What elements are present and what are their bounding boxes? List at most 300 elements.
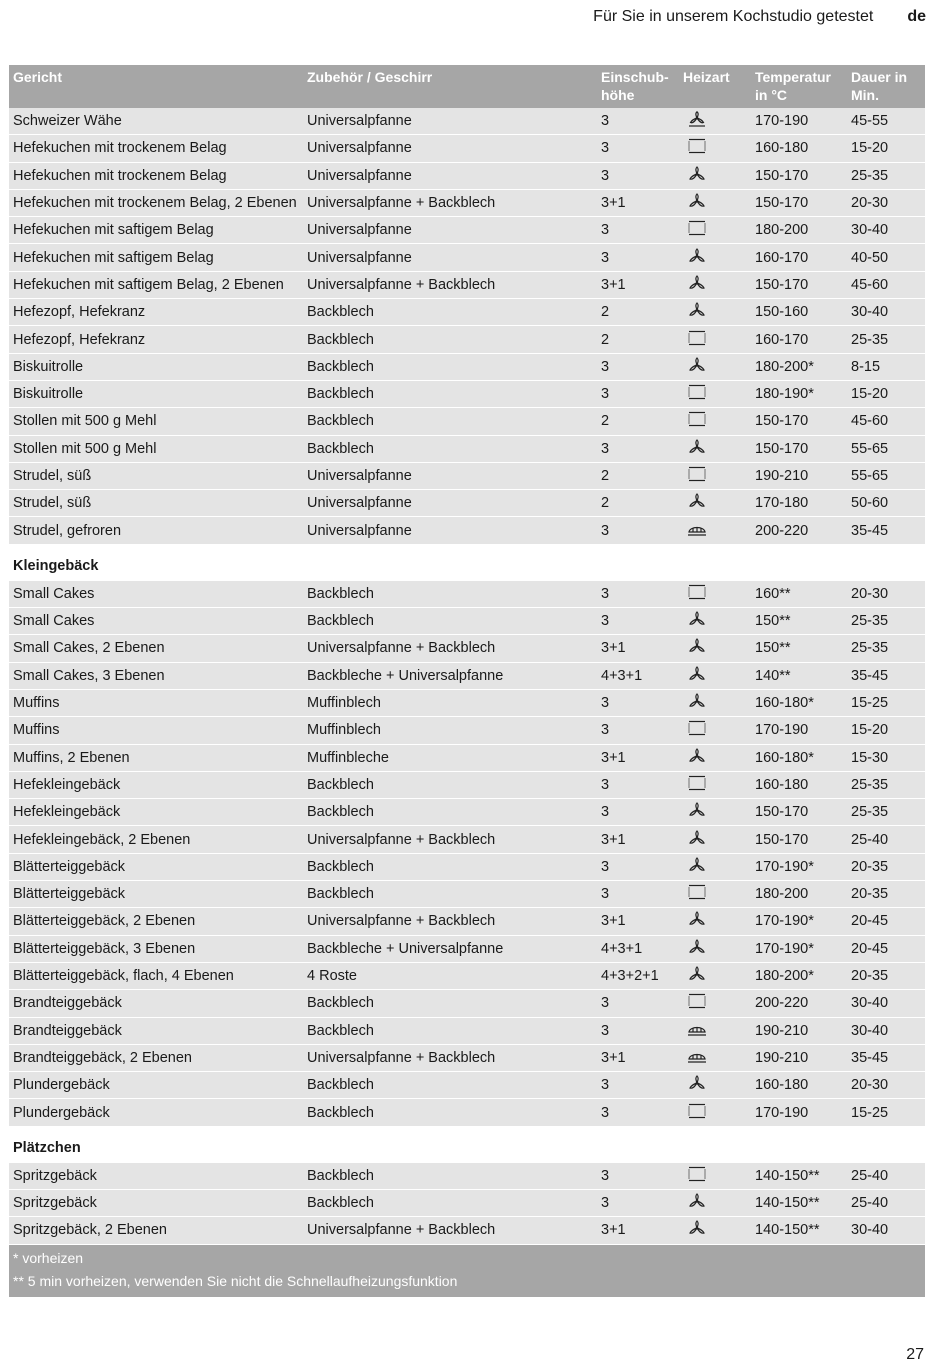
cell-duration: 30-40	[851, 1022, 889, 1039]
fan-icon	[687, 611, 707, 627]
cell-duration: 30-40	[851, 995, 889, 1012]
footnote-preheat: * vorheizen	[13, 1249, 84, 1266]
cell-duration: 45-60	[851, 276, 889, 293]
cell-temperature: 150-170	[755, 276, 809, 293]
cell-accessory: Backblech	[307, 858, 374, 875]
top-bottom-heat-icon	[687, 775, 707, 791]
table-row	[9, 1217, 925, 1244]
cell-temperature: 150-170	[755, 440, 809, 457]
table-row	[9, 1099, 925, 1126]
cell-dish: Hefekuchen mit saftigem Belag, 2 Ebenen	[13, 276, 284, 293]
cell-heating	[679, 638, 751, 658]
cell-level: 3	[601, 113, 610, 130]
cell-duration: 15-30	[851, 749, 889, 766]
cell-accessory: Backbleche + Universalpfanne	[307, 667, 504, 684]
cell-level: 3	[601, 695, 610, 712]
cell-temperature: 140-150**	[755, 1167, 820, 1184]
cell-level: 3	[601, 440, 610, 457]
cell-accessory: Universalpfanne + Backblech	[307, 1222, 496, 1239]
cell-temperature: 170-180	[755, 495, 809, 512]
fan-icon	[687, 638, 707, 654]
table-row	[9, 936, 925, 963]
cell-level: 3	[601, 249, 610, 266]
cell-level: 3	[601, 613, 610, 630]
cell-dish: Blätterteiggebäck, 3 Ebenen	[13, 940, 196, 957]
cell-dish: Blätterteiggebäck, flach, 4 Ebenen	[13, 968, 234, 985]
cell-dish: Hefekleingebäck, 2 Ebenen	[13, 831, 191, 848]
cell-accessory: Backblech	[307, 995, 374, 1012]
table-row	[9, 135, 925, 162]
fan-icon	[687, 357, 707, 373]
cell-accessory: Backblech	[307, 304, 374, 321]
table-row	[9, 108, 925, 135]
cell-duration: 20-45	[851, 940, 889, 957]
header-title: Für Sie in unserem Kochstudio getestet	[593, 8, 874, 25]
cell-duration: 30-40	[851, 222, 889, 239]
cell-duration: 15-20	[851, 140, 889, 157]
table-row	[9, 299, 925, 326]
cell-level: 3	[601, 522, 610, 539]
table-row	[9, 1072, 925, 1099]
cell-dish: Hefekuchen mit saftigem Belag	[13, 222, 214, 239]
cell-dish: Strudel, gefroren	[13, 522, 122, 539]
fan-icon	[687, 857, 707, 873]
cell-level: 3+1	[601, 195, 626, 212]
cell-level: 3	[601, 886, 610, 903]
cell-temperature: 200-220	[755, 522, 809, 539]
cell-duration: 45-55	[851, 113, 889, 130]
cell-level: 3	[601, 386, 610, 403]
cell-heating	[679, 720, 751, 740]
cell-temperature: 150**	[755, 613, 791, 630]
table-row	[9, 463, 925, 490]
section-title: Kleingebäck	[9, 545, 925, 581]
cell-temperature: 180-200*	[755, 358, 814, 375]
fan-icon	[687, 302, 707, 318]
table-body	[9, 108, 925, 1245]
table-row	[9, 190, 925, 217]
cell-level: 3	[601, 1104, 610, 1121]
cell-dish: Strudel, süß	[13, 468, 92, 484]
table-row	[9, 1190, 925, 1217]
cell-duration: 20-35	[851, 968, 889, 985]
cell-level: 2	[601, 468, 610, 484]
cell-duration: 25-40	[851, 1195, 889, 1212]
cell-temperature: 160-180	[755, 140, 809, 157]
cell-accessory: Backblech	[307, 358, 374, 375]
cell-heating	[679, 248, 751, 268]
cell-dish: Small Cakes, 2 Ebenen	[13, 640, 165, 657]
col-header-dish: Gericht	[13, 69, 63, 85]
cell-level: 3+1	[601, 1222, 626, 1239]
language-code: de	[907, 8, 926, 25]
cell-level: 2	[601, 495, 610, 512]
cell-accessory: Backblech	[307, 613, 374, 630]
cell-duration: 55-65	[851, 440, 889, 457]
top-bottom-heat-icon	[687, 993, 707, 1009]
cell-level: 3	[601, 995, 610, 1012]
cell-level: 3	[601, 722, 610, 739]
cell-dish: Muffins	[13, 722, 60, 739]
top-bottom-heat-icon	[687, 384, 707, 400]
cell-duration: 30-40	[851, 304, 889, 321]
cell-temperature: 160-180	[755, 776, 809, 793]
cell-accessory: Universalpfanne + Backblech	[307, 1049, 496, 1066]
cell-dish: Small Cakes, 3 Ebenen	[13, 667, 165, 684]
cell-accessory: Muffinbleche	[307, 749, 389, 766]
cell-duration: 35-45	[851, 667, 889, 684]
cell-accessory: Muffinblech	[307, 695, 381, 712]
cell-dish: Plundergebäck	[13, 1104, 110, 1121]
fan-icon	[687, 666, 707, 682]
cell-dish: Hefekuchen mit trockenem Belag	[13, 140, 227, 157]
cell-duration: 20-45	[851, 913, 889, 930]
cell-temperature: 150-170	[755, 195, 809, 212]
fan-icon	[687, 693, 707, 709]
cell-heating	[679, 439, 751, 459]
cell-accessory: Universalpfanne	[307, 113, 412, 130]
footnote-preheat-5min: ** 5 min vorheizen, verwenden Sie nicht die Schnellaufheizungsfunktion	[13, 1272, 458, 1289]
cell-heating	[679, 275, 751, 295]
cell-duration: 30-40	[851, 1222, 889, 1239]
cell-heating	[679, 1166, 751, 1186]
table-row	[9, 354, 925, 381]
cell-duration: 15-20	[851, 386, 889, 403]
cell-dish: Hefekuchen mit trockenem Belag, 2 Ebenen	[13, 195, 297, 212]
cell-heating	[679, 357, 751, 377]
pizza-setting-icon	[687, 1048, 707, 1064]
cell-heating	[679, 193, 751, 213]
table-row	[9, 272, 925, 299]
table-row	[9, 436, 925, 463]
cell-heating	[679, 830, 751, 850]
cell-duration: 55-65	[851, 468, 889, 484]
cell-heating	[679, 1220, 751, 1240]
fan-icon	[687, 166, 707, 182]
table-row	[9, 663, 925, 690]
table-row	[9, 1163, 925, 1190]
top-bottom-heat-icon	[687, 411, 707, 427]
col-header-heating: Heizart	[683, 69, 730, 85]
col-header-temperature: Temperatur in °C	[755, 69, 831, 103]
cell-heating	[679, 666, 751, 686]
table-row	[9, 635, 925, 662]
cell-accessory: Backblech	[307, 886, 374, 903]
cell-duration: 20-30	[851, 1077, 889, 1094]
cell-dish: Schweizer Wähe	[13, 113, 122, 130]
cell-temperature: 160-170	[755, 249, 809, 266]
cell-heating	[679, 748, 751, 768]
cell-heating	[679, 521, 751, 541]
section-title: Plätzchen	[9, 1127, 925, 1163]
cell-accessory: 4 Roste	[307, 968, 357, 985]
page-header	[593, 8, 926, 26]
cell-temperature: 170-190*	[755, 940, 814, 957]
cell-heating	[679, 966, 751, 986]
cell-temperature: 160-170	[755, 331, 809, 348]
cell-level: 3	[601, 1077, 610, 1094]
cell-temperature: 190-210	[755, 1022, 809, 1039]
cell-heating	[679, 166, 751, 186]
top-bottom-heat-icon	[687, 584, 707, 600]
cell-dish: Hefezopf, Hefekranz	[13, 331, 146, 348]
table-row	[9, 963, 925, 990]
cell-dish: Blätterteiggebäck	[13, 858, 126, 875]
cell-dish: Biskuitrolle	[13, 386, 84, 403]
table-row	[9, 163, 925, 190]
cell-accessory: Universalpfanne + Backblech	[307, 831, 496, 848]
cell-dish: Brandteiggebäck	[13, 995, 122, 1012]
cell-level: 3	[601, 358, 610, 375]
cell-heating	[679, 1075, 751, 1095]
cell-temperature: 150-170	[755, 167, 809, 184]
cell-heating	[679, 939, 751, 959]
table-row	[9, 826, 925, 853]
table-row	[9, 772, 925, 799]
cell-heating	[679, 1193, 751, 1213]
cell-dish: Blätterteiggebäck	[13, 886, 126, 903]
cell-dish: Stollen mit 500 g Mehl	[13, 413, 157, 430]
cell-duration: 40-50	[851, 249, 889, 266]
cell-dish: Hefekuchen mit trockenem Belag	[13, 167, 227, 184]
table-row	[9, 326, 925, 353]
fan-icon	[687, 248, 707, 264]
cell-heating	[679, 138, 751, 158]
cell-level: 3	[601, 1022, 610, 1039]
fan-icon	[687, 275, 707, 291]
fan-icon	[687, 802, 707, 818]
cell-temperature: 180-200	[755, 886, 809, 903]
cell-heating	[679, 1021, 751, 1041]
cell-duration: 8-15	[851, 358, 881, 375]
table-row	[9, 490, 925, 517]
cell-accessory: Universalpfanne + Backblech	[307, 276, 496, 293]
top-bottom-heat-icon	[687, 720, 707, 736]
cell-temperature: 190-210	[755, 1049, 809, 1066]
cell-accessory: Universalpfanne + Backblech	[307, 913, 496, 930]
fan-icon	[687, 439, 707, 455]
cell-temperature: 190-210	[755, 468, 809, 484]
cell-temperature: 170-190*	[755, 858, 814, 875]
top-bottom-heat-icon	[687, 466, 707, 482]
cell-accessory: Backblech	[307, 386, 374, 403]
cell-level: 4+3+1	[601, 667, 643, 684]
cell-duration: 15-25	[851, 695, 889, 712]
table-row	[9, 217, 925, 244]
table-row	[9, 908, 925, 935]
cell-heating	[679, 584, 751, 604]
cell-level: 3	[601, 1195, 610, 1212]
table-footnotes	[9, 1245, 925, 1297]
cell-accessory: Universalpfanne + Backblech	[307, 195, 496, 212]
cell-heating	[679, 384, 751, 404]
cell-duration: 25-35	[851, 776, 889, 793]
top-bottom-heat-icon	[687, 1103, 707, 1119]
cell-heating	[679, 111, 751, 131]
cell-heating	[679, 993, 751, 1013]
cell-duration: 50-60	[851, 495, 889, 512]
cell-dish: Spritzgebäck, 2 Ebenen	[13, 1222, 167, 1239]
fan-icon	[687, 939, 707, 955]
table-row	[9, 854, 925, 881]
cell-duration: 25-35	[851, 167, 889, 184]
cell-duration: 20-35	[851, 886, 889, 903]
cell-accessory: Backblech	[307, 331, 374, 348]
table-row	[9, 717, 925, 744]
baking-table	[9, 65, 925, 1297]
cell-temperature: 150-160	[755, 304, 809, 321]
cell-temperature: 200-220	[755, 995, 809, 1012]
cell-heating	[679, 1103, 751, 1123]
cell-duration: 25-35	[851, 613, 889, 630]
fan-icon	[687, 830, 707, 846]
cell-accessory: Backblech	[307, 585, 374, 602]
cell-duration: 15-25	[851, 1104, 889, 1121]
fan-icon	[687, 1193, 707, 1209]
cell-heating	[679, 411, 751, 431]
cell-duration: 35-45	[851, 1049, 889, 1066]
cell-dish: Spritzgebäck	[13, 1167, 97, 1184]
top-bottom-heat-icon	[687, 138, 707, 154]
cell-temperature: 170-190	[755, 1104, 809, 1121]
cell-duration: 35-45	[851, 522, 889, 539]
top-bottom-heat-icon	[687, 884, 707, 900]
table-row	[9, 608, 925, 635]
cell-level: 3	[601, 1167, 610, 1184]
table-row	[9, 990, 925, 1017]
top-bottom-heat-icon	[687, 330, 707, 346]
cell-heating	[679, 857, 751, 877]
cell-level: 3	[601, 776, 610, 793]
page-number: 27	[906, 1346, 924, 1363]
cell-accessory: Backblech	[307, 413, 374, 430]
cell-accessory: Backbleche + Universalpfanne	[307, 940, 504, 957]
table-row	[9, 690, 925, 717]
cell-temperature: 150-170	[755, 831, 809, 848]
pizza-setting-icon	[687, 1021, 707, 1037]
cell-accessory: Universalpfanne	[307, 140, 412, 157]
cell-temperature: 160**	[755, 585, 791, 602]
cell-accessory: Backblech	[307, 1104, 374, 1121]
cell-accessory: Universalpfanne + Backblech	[307, 640, 496, 657]
cell-duration: 25-35	[851, 640, 889, 657]
cell-level: 3+1	[601, 1049, 626, 1066]
cell-dish: Muffins	[13, 695, 60, 712]
cell-dish: Hefekleingebäck	[13, 776, 121, 793]
cell-heating	[679, 911, 751, 931]
cell-temperature: 170-190	[755, 113, 809, 130]
cell-heating	[679, 611, 751, 631]
cell-duration: 15-20	[851, 722, 889, 739]
table-row	[9, 799, 925, 826]
cell-accessory: Backblech	[307, 776, 374, 793]
cell-accessory: Universalpfanne	[307, 249, 412, 266]
table-row	[9, 517, 925, 544]
cell-heating	[679, 884, 751, 904]
cell-temperature: 180-200	[755, 222, 809, 239]
cell-temperature: 150-170	[755, 804, 809, 821]
cell-heating	[679, 302, 751, 322]
cell-heating	[679, 220, 751, 240]
cell-temperature: 170-190	[755, 722, 809, 739]
cell-level: 3	[601, 222, 610, 239]
cell-dish: Muffins, 2 Ebenen	[13, 749, 130, 766]
cell-duration: 25-35	[851, 331, 889, 348]
cell-dish: Hefekuchen mit saftigem Belag	[13, 249, 214, 266]
col-header-level: Einschub- höhe	[601, 69, 669, 103]
cell-level: 3+1	[601, 913, 626, 930]
cell-heating	[679, 693, 751, 713]
cell-heating	[679, 330, 751, 350]
cell-temperature: 140-150**	[755, 1222, 820, 1239]
cell-temperature: 140**	[755, 667, 791, 684]
table-header	[9, 65, 925, 108]
col-header-accessory: Zubehör / Geschirr	[307, 69, 433, 85]
cell-temperature: 160-180*	[755, 695, 814, 712]
cell-accessory: Backblech	[307, 804, 374, 821]
table-row	[9, 1018, 925, 1045]
cell-duration: 20-35	[851, 858, 889, 875]
cell-level: 4+3+2+1	[601, 968, 659, 985]
cell-level: 3	[601, 140, 610, 157]
cell-dish: Spritzgebäck	[13, 1195, 97, 1212]
cell-heating	[679, 1048, 751, 1068]
cell-accessory: Universalpfanne	[307, 495, 412, 512]
cell-accessory: Backblech	[307, 440, 374, 457]
cell-temperature: 140-150**	[755, 1195, 820, 1212]
cell-temperature: 160-180	[755, 1077, 809, 1094]
top-bottom-heat-icon	[687, 220, 707, 236]
cell-accessory: Universalpfanne	[307, 222, 412, 239]
table-row	[9, 881, 925, 908]
cell-level: 2	[601, 304, 610, 321]
cell-heating	[679, 466, 751, 486]
cell-level: 3	[601, 804, 610, 821]
table-row	[9, 408, 925, 435]
cell-temperature: 170-190*	[755, 913, 814, 930]
cell-level: 3+1	[601, 749, 626, 766]
cell-duration: 25-40	[851, 831, 889, 848]
table-row	[9, 581, 925, 608]
cell-level: 3+1	[601, 276, 626, 293]
fan-icon	[687, 1220, 707, 1236]
cell-dish: Stollen mit 500 g Mehl	[13, 440, 157, 457]
top-bottom-heat-icon	[687, 1166, 707, 1182]
fan-icon	[687, 193, 707, 209]
cell-heating	[679, 775, 751, 795]
cell-accessory: Backblech	[307, 1022, 374, 1039]
cell-temperature: 160-180*	[755, 749, 814, 766]
cell-level: 2	[601, 331, 610, 348]
fan-icon	[687, 966, 707, 982]
cell-level: 3	[601, 167, 610, 184]
cell-temperature: 180-200*	[755, 968, 814, 985]
table-row	[9, 381, 925, 408]
fan-icon	[687, 493, 707, 509]
cell-accessory: Backblech	[307, 1167, 374, 1184]
cell-accessory: Universalpfanne	[307, 167, 412, 184]
cell-temperature: 150**	[755, 640, 791, 657]
cell-heating	[679, 802, 751, 822]
cell-dish: Hefezopf, Hefekranz	[13, 304, 146, 321]
cell-dish: Small Cakes	[13, 585, 95, 602]
cell-duration: 20-30	[851, 195, 889, 212]
pizza-setting-icon	[687, 521, 707, 537]
table-row	[9, 1045, 925, 1072]
cell-dish: Biskuitrolle	[13, 358, 84, 375]
cell-duration: 25-35	[851, 804, 889, 821]
cell-duration: 25-40	[851, 1167, 889, 1184]
